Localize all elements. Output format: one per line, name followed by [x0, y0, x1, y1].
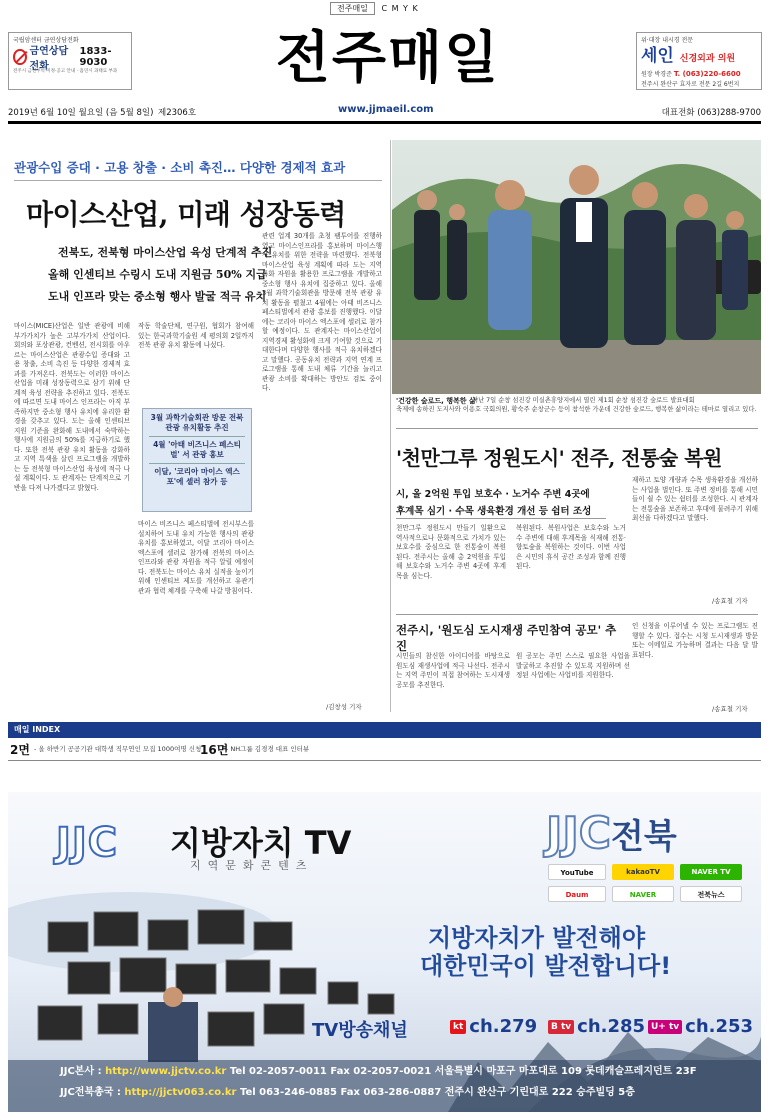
clinic-name: 세인 — [641, 46, 674, 66]
article3-headline[interactable]: 전주시, '원도심 도시재생 주민참여 공모' 추진 — [396, 623, 617, 653]
article-rule — [396, 428, 758, 429]
lead-headline[interactable]: 마이스산업, 미래 성장동력 — [26, 198, 346, 231]
ad-contact-branch — [60, 1083, 635, 1098]
tv-channel-label: TV방송채널 — [312, 1020, 408, 1041]
naver-badge[interactable]: NAVER — [612, 886, 674, 902]
index-label: 매일 INDEX — [14, 725, 61, 734]
box-item: 이달, '코리아 마이스 엑스포'에 셀러 참가 등 — [154, 467, 240, 486]
article2-subhead: 시, 올 2억원 투입 보호수 · 노거수 주변 4곳에 — [396, 489, 590, 500]
kicker-rule — [14, 180, 382, 181]
ad-subtitle: 지역문화콘텐츠 — [190, 859, 314, 872]
contact-details: Tel 063-246-0885 Fax 063-286-0887 전주시 완산구 기린대로 222 승주빌딩 5층 — [236, 1087, 635, 1098]
ad-title: 지방자치 TV — [170, 824, 352, 862]
cmyk-marks: C M Y K — [381, 4, 419, 13]
ad-phone: 1833-9030 — [79, 46, 112, 68]
lead-body-col: 작동 학술단체, 연구원, 협회가 참여해 있는 한국과학기술원 세 평의회 2일까지 전북 관광 유치 활동에 나섰다. — [138, 322, 254, 349]
contact-url[interactable]: http://jjctv063.co.kr — [124, 1087, 237, 1098]
photo-caption-title: '건강한 숲로드, 행복한 삶' — [396, 397, 478, 405]
ad-title: 금연상담전화 — [29, 46, 69, 72]
article2-subhead: 후계목 심기 · 수목 생육환경 개선 등 쉼터 조성 — [396, 506, 592, 517]
box-divider — [149, 463, 245, 464]
lead-subhead: 전북도, 전북형 마이스산업 육성 단계적 추진 — [58, 246, 273, 259]
photo-illustration — [392, 140, 761, 394]
lead-body-col: 마이스(MICE)산업은 일반 관광에 비해 부가가치가 높은 고부가가치 산업이다. 회의와 포상관광, 컨벤션, 전시회를 아우르는 마이스산업은 관광수입 증대와 고용 창출, 소비 촉진 등 다양한 경제적 효과를 가져온다. 전북도는 이러한 마이스산업을 미래 성장동력으로 삼기 위해 단계적 육성 전략을 추진하고 있다. 전북도에 따르면 도내 마이스 인프라는 아직 부족하지만 중소형 행사 유치에 유리한 환경을 갖추고 있다. 도는 올해 인센티브 지원 기준을 완화해 도내에서 숙박하는 행사에 지원금의 50%를 지급하기로 했다. 또한 전북 관광 유치 활동을 강화하고 지역 특색을 살린 프로그램을 개발하는 등 전북형 마이스산업 육성에 적극 나설 계획이다. 도 관계자는 단계적으로 기반을 다져 나가겠다고 밝혔다. — [14, 322, 130, 492]
lead-subhead: 도내 인프라 맞는 중소형 행사 발굴 적극 유치 — [48, 290, 267, 303]
header-rule — [8, 121, 761, 124]
ad-fine-print: 전주시 금연구역 지정·공고 안내 · 흡연시 과태료 부과 — [13, 69, 118, 74]
main-phone: 대표전화 (063)288-9700 — [661, 108, 761, 118]
index-rule — [8, 760, 761, 761]
ad-address: 전주시 완산구 효자로 전문 2길 6번지 — [641, 81, 740, 88]
article3-body-col: 시민들의 참신한 아이디어를 바탕으로 원도심 재생사업에 적극 나선다. 전주시는 지역 주민이 직접 참여하는 도시재생 공모를 추진한다. — [396, 652, 510, 689]
jjc-jeonbuk-logo — [546, 808, 677, 859]
channel-number: ch.285 — [577, 1016, 646, 1037]
lead-byline: /김창성 기자 — [326, 703, 362, 711]
header-ad-no-smoking[interactable] — [8, 32, 132, 90]
article-rule — [396, 614, 758, 615]
no-smoking-icon — [13, 49, 27, 65]
article2-body-col: 재하고 토양 개량과 수목 생육환경을 개선하는 사업을 벌인다. 또 주변 정비를 통해 시민들이 쉴 수 있는 쉼터를 조성한다. 시 관계자는 전통숲을 보존하고 후대에 물려주기 위해 최선을 다하겠다고 말했다. — [632, 476, 758, 522]
news-photo[interactable] — [392, 140, 761, 394]
article2-byline: /송효철 기자 — [712, 597, 748, 605]
article3-body-col: 인 신청을 이루어낼 수 있는 프로그램도 진행할 수 있다. 접수는 시청 도시재생과 방문 또는 이메일로 가능하며 결과는 다음 달 발표된다. — [632, 622, 758, 659]
color-slug — [330, 2, 440, 15]
article2-headline[interactable]: '천만그루 정원도시' 전주, 전통숲 복원 — [396, 446, 722, 470]
channel-btv[interactable] — [548, 1016, 645, 1037]
channel-number: ch.279 — [469, 1016, 538, 1037]
header-ad-clinic[interactable] — [636, 32, 762, 90]
lead-subhead: 올해 인센티브 수링시 도내 지원금 50% 지급 — [48, 268, 267, 281]
ad-slogan: 지방자치가 발전해야 — [428, 924, 646, 952]
ad-director: 원장 박경준 — [641, 71, 672, 78]
article2-body-col: 복원된다. 복원사업은 보호수와 노거수 주변에 대해 후계목을 식재해 전통·향토숲을 복원하는 것이다. 이번 사업은 시민의 휴식 공간 조성과 함께 진행된다. — [516, 524, 626, 570]
lead-highlight-box — [142, 408, 252, 512]
subhead-rule — [396, 518, 606, 519]
clinic-sub: 신경외과 의원 — [679, 54, 736, 64]
ad-top: 위·대장 내시경 전문 — [641, 37, 694, 44]
column-divider — [390, 140, 391, 712]
logo2-region: 전북 — [611, 817, 677, 857]
navertv-badge[interactable]: NAVER TV — [680, 864, 742, 880]
jeonbuk-news-badge[interactable]: 전북뉴스 — [680, 886, 742, 902]
index-page-number[interactable]: 16면 — [200, 743, 229, 757]
ad-tel-line — [637, 69, 761, 80]
photo-caption: 축제에 송하진 도지사와 이용호 국회의원, 황숙주 순창군수 등이 참석한 가운데 건강한 숲로드, 행복한 삶이라는 테마로 열리고 있다. — [396, 406, 757, 413]
channel-uplus[interactable] — [648, 1016, 753, 1037]
contact-head: JJC전북총국 : — [60, 1087, 121, 1098]
kakaotv-badge[interactable]: kakaoTV — [612, 864, 674, 880]
index-bar — [8, 722, 761, 738]
contact-url[interactable]: http://www.jjctv.co.kr — [105, 1066, 227, 1077]
channel-kt[interactable] — [450, 1016, 537, 1037]
website-link[interactable]: www.jjmaeil.com — [338, 104, 434, 115]
article2-body-col: 천만그루 정원도시 만들기 일환으로 역사적으로나 문화적으로 가치가 있는 보호수를 중심으로 한 전통숲이 복원된다. 전주시는 올해 총 2억원을 투입해 보호수와 노거수 주변 4곳에 후계목을 심는다. — [396, 524, 506, 580]
box-item: 4월 '아태 비즈니스 페스티벌' 서 관광 홍보 — [153, 440, 241, 459]
kt-logo-icon: kt — [450, 1020, 466, 1034]
channel-number: ch.253 — [685, 1016, 754, 1037]
box-item: 3월 과학기술회관 방문 전북 관광 유치활동 추진 — [150, 413, 244, 432]
box-divider — [149, 436, 245, 437]
index-page-number[interactable]: 2면 — [10, 743, 30, 757]
masthead-title: 전주매일 — [275, 26, 501, 91]
issue-date: 2019년 6월 10일 월요일 (음 5월 8일) — [8, 108, 154, 118]
logo2-text: JJC — [546, 808, 612, 859]
lead-kicker: 관광수입 증대 · 고용 창출 · 소비 촉진… 다양한 경제적 효과 — [14, 160, 346, 175]
daum-badge[interactable]: Daum — [548, 886, 606, 902]
jjc-logo: JJC — [56, 820, 119, 866]
slug-label: 전주매일 — [330, 2, 375, 15]
dateline — [8, 104, 761, 120]
ad-clinic-name — [637, 46, 761, 69]
article3-byline: /송효철 기자 — [712, 705, 748, 713]
lead-body-col: 마이스 비즈니스 페스티벌에 전시부스를 설치하여 도내 유치 가능한 행사의 관광 유치를 홍보하였고, 이달 코리아 마이스 엑스포에 셀러로 참가해 전북의 마이스 인프라와 관광 자원을 적극 알릴 예정이다. 전북도는 마이스 유치 실적을 높이기 위해 인센티브 제도를 개선하고 유관기관과 협력 체계를 구축해 나갈 방침이다. — [138, 520, 254, 595]
ad-org: 국립암센터 금연상담전화 — [13, 37, 79, 44]
youtube-badge[interactable]: YouTube — [548, 864, 606, 880]
ad-tel: T. (063)220-6600 — [673, 70, 741, 78]
ad-slogan: 대한민국이 발전합니다! — [420, 952, 672, 980]
issue-number: 제2306호 — [158, 108, 197, 118]
contact-details: Tel 02-2057-0011 Fax 02-2057-0021 서울특별시 마포구 마포대로 109 롯데캐슬프레지던트 23F — [226, 1066, 697, 1077]
btv-logo-icon: B tv — [548, 1020, 574, 1034]
index-item-text[interactable]: - NH그룹 김경경 대표 인터뷰 — [226, 745, 310, 753]
lead-body-col: 관련 업계 30개를 초청 팸투어를 진행하였고 마이스인프라를 홍보하며 마이스행사 유치를 위한 전략을 마련했다. 전북형 마이스산업 육성 계획에 따라 도는 지역 특화 자원을 활용한 프로그램을 개발하고 중소형 행사 유치에 집중하고 있다. 올해 3월 과학기술회관을 방문해 전북 관광 유치 활동을 펼쳤고 4월에는 아태 비즈니스 페스티벌에서 관광 홍보를 진행했다. 이달에는 코리아 마이스 엑스포에 셀러로 참가할 예정이다. 도 관계자는 마이스산업이 지역경제 활성화에 크게 기여할 것으로 기대한다며 다양한 행사를 적극 유치하겠다고 말했다. 공동유치 전략과 지역 연계 프로그램을 통해 도내 체류 기간을 늘리고 관광 소비를 확대하는 방안도 검토 중이다. — [262, 232, 382, 392]
index-item-text[interactable]: - 올 하반기 공공기관 대학생 직무연인 모집 1000여명 신청 — [34, 745, 202, 753]
photo-caption: 지난 7일 순창 섬진강 미실촌휴양지에서 열린 제1회 순창 섬진강 숲로드 발표대회 — [472, 397, 695, 404]
uplus-logo-icon: U+ tv — [648, 1020, 682, 1034]
contact-head: JJC본사 : — [60, 1066, 102, 1077]
article3-body-col: 원 공모는 주민 스스로 필요한 사업을 발굴하고 추진할 수 있도록 지원하며 선정된 사업에는 사업비를 지원한다. — [516, 652, 630, 679]
ad-contact-hq — [60, 1062, 697, 1077]
